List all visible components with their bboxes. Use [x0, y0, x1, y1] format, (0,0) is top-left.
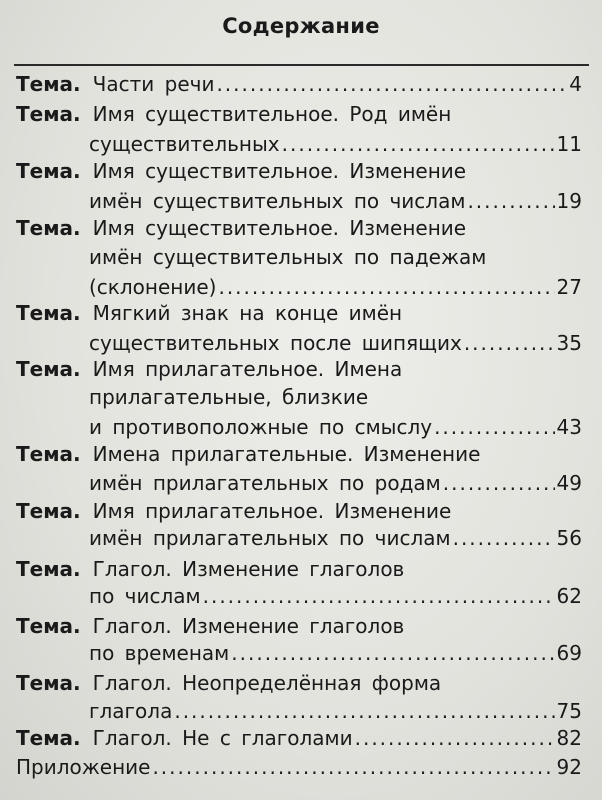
topic-title-line: существительных — [89, 132, 280, 156]
topic-title-line: Глагол. Изменение глаголов — [92, 614, 405, 638]
leader-dots — [464, 329, 555, 357]
leader-dots — [355, 724, 555, 752]
topic-title-line: существительных после шипящих — [89, 331, 462, 355]
topic-title-line: и противоположные по смыслу — [89, 415, 433, 439]
leader-dots — [282, 130, 555, 158]
topic-label: Тема. — [16, 159, 81, 183]
topic-title-line: по временам — [89, 641, 230, 665]
topic-title-line: глагола — [89, 699, 173, 723]
topic-title-line: по числам — [89, 584, 201, 608]
leader-dots — [216, 70, 567, 98]
topic-title-line: Имя прилагательное. Изменение — [92, 499, 452, 523]
topic-title-line: Глагол. Не с глаголами — [92, 726, 353, 750]
page-number: 43 — [556, 415, 582, 439]
leader-dots — [231, 639, 554, 667]
page-number: 75 — [556, 699, 582, 723]
page-number: 56 — [556, 526, 582, 550]
topic-title-line: (склонение) — [89, 275, 217, 299]
topic-label: Тема. — [16, 357, 81, 381]
leader-dots — [434, 413, 554, 441]
topic-label: Тема. — [16, 614, 81, 638]
topic-title-line: Имена прилагательные. Изменение — [92, 442, 481, 466]
page-number: 49 — [556, 471, 582, 495]
page-number: 82 — [556, 726, 582, 750]
topic-title-line: Мягкий знак на конце имён — [92, 301, 403, 325]
topic-title-line: Имя существительное. Род имён — [92, 102, 452, 126]
leader-dots — [174, 697, 554, 725]
appendix-title: Приложение — [16, 755, 151, 779]
topic-title-line: имён существительных по падежам — [89, 245, 487, 269]
page-number: 11 — [556, 132, 582, 156]
leader-dots — [467, 187, 554, 215]
page-number: 19 — [556, 189, 582, 213]
topic-title-line: имён прилагательных по родам — [89, 471, 441, 495]
topic-label: Тема. — [16, 216, 81, 240]
topic-label: Тема. — [16, 499, 81, 523]
topic-title-line: Имя прилагательное. Имена — [92, 357, 403, 381]
leader-dots — [453, 524, 555, 552]
topic-title-line: Глагол. Изменение глаголов — [92, 557, 405, 581]
topic-label: Тема. — [16, 102, 81, 126]
topic-title-line: имён существительных по числам — [89, 189, 466, 213]
topic-label: Тема. — [16, 726, 81, 750]
page-number: 27 — [556, 275, 582, 299]
topic-label: Тема. — [16, 671, 81, 695]
topic-title-line: Части речи — [92, 72, 215, 96]
top-rule — [14, 64, 589, 66]
topic-title-line: Имя существительное. Изменение — [92, 159, 467, 183]
page-number: 35 — [556, 331, 582, 355]
topic-label: Тема. — [16, 557, 81, 581]
topic-label: Тема. — [16, 301, 81, 325]
topic-label: Тема. — [16, 442, 81, 466]
page-title: Содержание — [222, 14, 380, 38]
page-number: 92 — [556, 755, 582, 779]
leader-dots — [218, 273, 554, 301]
topic-title-line: Глагол. Неопределённая форма — [92, 671, 442, 695]
page-number: 4 — [569, 72, 582, 96]
topic-label: Тема. — [16, 72, 81, 96]
leader-dots — [443, 469, 555, 497]
topic-title-line: Имя существительное. Изменение — [92, 216, 467, 240]
page-number: 62 — [556, 584, 582, 608]
topic-title-line: имён прилагательных по числам — [89, 526, 451, 550]
leader-dots — [152, 753, 554, 781]
page-number: 69 — [556, 641, 582, 665]
leader-dots — [203, 582, 555, 610]
topic-title-line: прилагательные, близкие — [89, 385, 369, 409]
